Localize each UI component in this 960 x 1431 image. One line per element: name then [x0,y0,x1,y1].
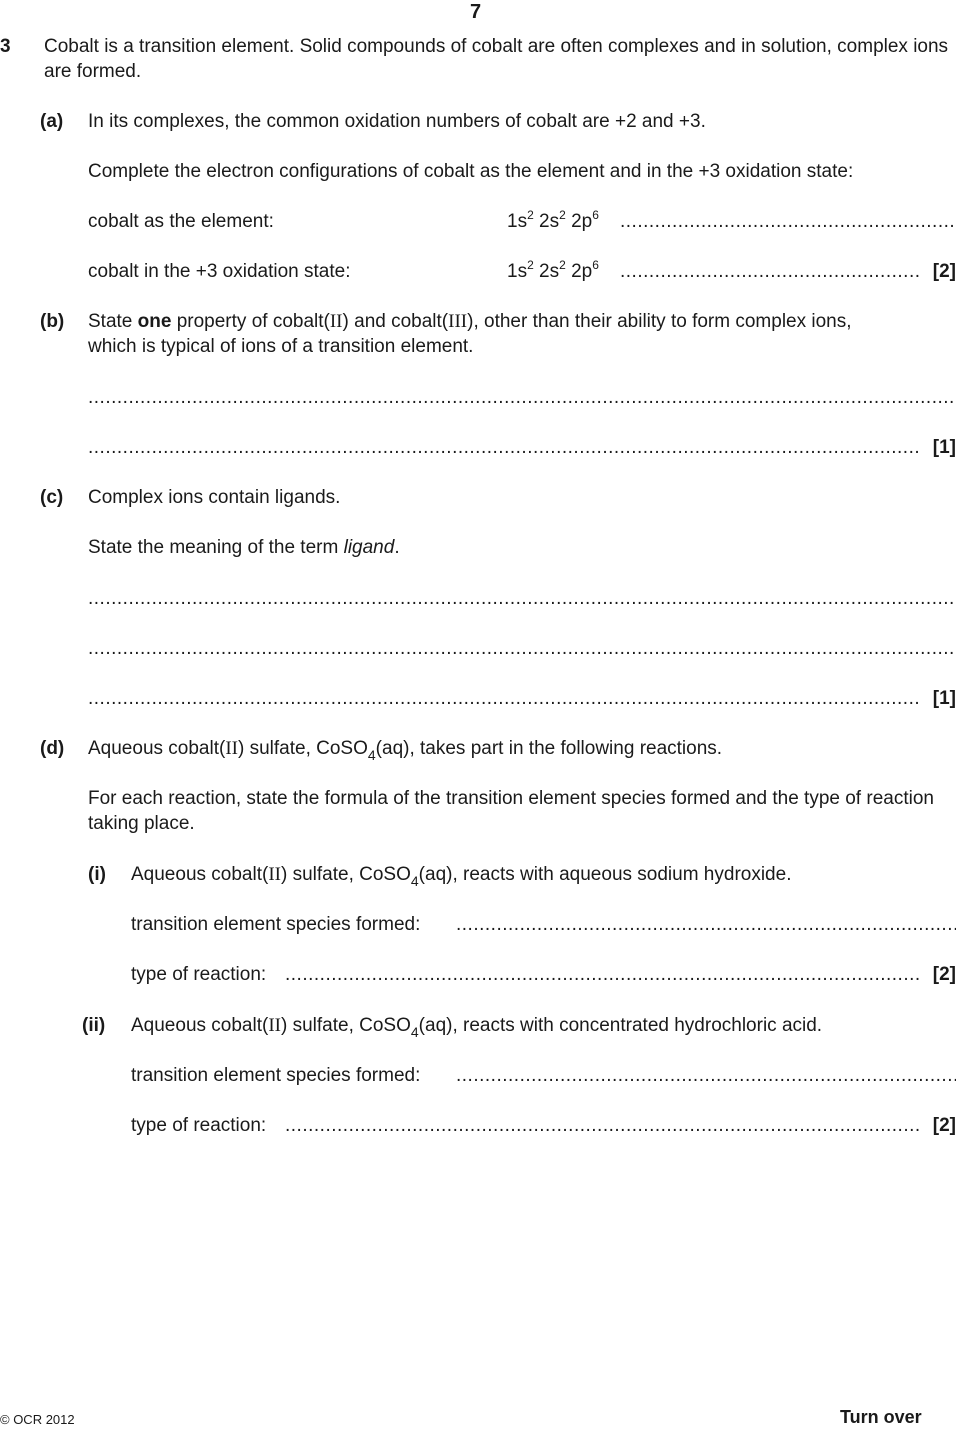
part-c-answer-line-3[interactable] [88,686,920,711]
config-row1-answer-line[interactable] [620,209,956,234]
part-d-i-text: Aqueous cobalt(II) sulfate, CoSO$_4$(aq), reacts with aqueous sodium hydroxide. [131,864,792,889]
config-row2-answer-line[interactable] [620,259,920,284]
part-d-ii-label: (ii) [82,1015,106,1036]
part-d-ii-reaction-label: type of reaction: [131,1115,267,1136]
question-number: 3 [0,36,11,57]
part-d-ii-species-label: transition element species formed: [131,1065,421,1086]
part-b-marks: [1] [932,437,956,458]
part-d-i-species-label: transition element species formed: [131,914,421,935]
part-b-line1: State one property of cobalt(II) and cobalt(III), other than their ability to form complex ions, [88,311,852,332]
part-c-line1: Complex ions contain ligands. [88,487,341,508]
part-b-line2: which is typical of ions of a transition element. [88,336,474,357]
part-c-label: (c) [40,487,64,508]
config-row2-prefix: $1s^2$ $2s^2$ $2p^6$ [507,258,599,282]
part-d-i-label: (i) [88,864,106,885]
part-d-ii-reaction-answer-line[interactable] [285,1113,920,1138]
footer-copyright: © OCR 2012 [0,1412,75,1427]
part-a-marks: [2] [932,261,956,282]
part-c-answer-line-1[interactable] [88,586,956,611]
part-d-line2: For each reaction, state the formula of the transition element species formed and the type of reaction taking place. [88,788,934,834]
part-d-i-reaction-label: type of reaction: [131,964,267,985]
part-d-ii-species-answer-line[interactable] [456,1063,956,1088]
footer-turn-over: Turn over [840,1407,922,1427]
part-b-answer-line-2[interactable] [88,435,920,460]
part-d-i-marks: [2] [932,964,956,985]
part-b-label: (b) [40,311,65,332]
page-number: 7 [470,1,482,23]
part-d-line1: Aqueous cobalt(II) sulfate, CoSO$_4$(aq), takes part in the following reactions. [88,738,723,763]
part-a-label: (a) [40,111,64,132]
part-c-answer-line-2[interactable] [88,636,956,661]
part-b-answer-line-1[interactable] [88,385,956,410]
part-d-i-species-answer-line[interactable] [456,912,956,937]
part-d-label: (d) [40,738,65,759]
part-a-line1: In its complexes, the common oxidation numbers of cobalt are +2 and +3. [88,111,706,132]
config-row1-label: cobalt as the element: [88,211,274,232]
part-d-ii-text: Aqueous cobalt(II) sulfate, CoSO$_4$(aq), reacts with concentrated hydrochloric acid. [131,1015,823,1040]
part-d-i-reaction-answer-line[interactable] [285,962,920,987]
part-c-marks: [1] [932,688,956,709]
config-row1-prefix: $1s^2$ $2s^2$ $2p^6$ [507,208,599,232]
part-c-line2: State the meaning of the term ligand. [88,537,400,558]
part-a-line2: Complete the electron configurations of cobalt as the element and in the +3 oxidation state: [88,161,854,182]
config-row2-label: cobalt in the +3 oxidation state: [88,261,351,282]
part-d-ii-marks: [2] [932,1115,956,1136]
question-intro: Cobalt is a transition element. Solid compounds of cobalt are often complexes and in solution, complex ions are formed. [44,36,949,82]
